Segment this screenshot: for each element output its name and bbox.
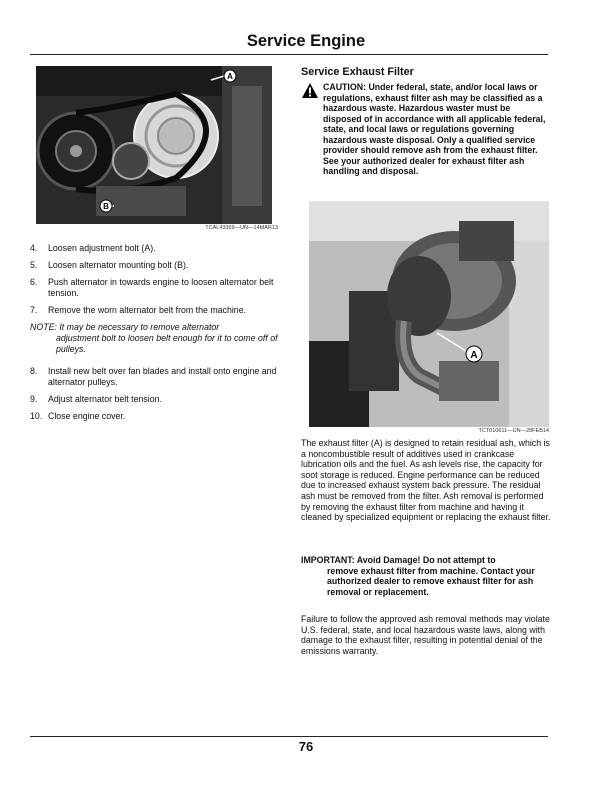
alternator-figure — [36, 66, 272, 224]
important-text: remove exhaust filter from machine. Contact your authorized dealer to remove exhaust filter for ash removal or replacement. — [327, 565, 535, 597]
footer-divider — [30, 736, 548, 737]
section-title: Service Exhaust Filter — [301, 66, 414, 78]
steps-list — [30, 243, 282, 428]
exhaust-figure-caption: TCT010611—UN—28FEB14 — [478, 428, 549, 434]
step-text: Install new belt over fan blades and install onto engine and alternator pulleys. — [48, 366, 277, 387]
step-text: Adjust alternator belt tension. — [48, 394, 162, 404]
step-text: Loosen alternator mounting bolt (B). — [48, 260, 189, 270]
list-item — [30, 277, 282, 299]
step-number: 5. — [30, 260, 38, 270]
svg-text:A: A — [470, 350, 478, 361]
exhaust-filter-illustration — [309, 201, 549, 427]
svg-text:B: B — [103, 202, 109, 211]
list-item — [30, 366, 282, 388]
step-number: 9. — [30, 394, 38, 404]
alternator-figure-caption: TCAL43369—UN—14MAR13 — [205, 225, 278, 231]
page-number: 76 — [298, 739, 314, 754]
exhaust-filter-figure — [309, 201, 549, 427]
warranty-warning: Failure to follow the approved ash removal methods may violate U.S. federal, state, and local hazardous waste laws, along with damage to the exhaust filter, resulting in potential denial of the emissions warranty. — [301, 614, 550, 656]
step-text: Push alternator in towards engine to loosen alternator belt tension. — [48, 277, 274, 298]
important-notice — [301, 555, 551, 597]
note-first-line: It may be necessary to remove alternator — [59, 322, 220, 332]
caution-block — [301, 82, 551, 177]
list-item — [30, 305, 282, 316]
step-text: Remove the worn alternator belt from the machine. — [48, 305, 247, 315]
note-label: NOTE: — [30, 322, 57, 332]
caution-text: CAUTION: Under federal, state, and/or local laws or regulations, exhaust filter ash may be classified as a hazardous waste. Hazardous waster must be disposed of in accordance with all applicable federal, state, and local laws or regulations governing hazardous waste disposal. Only a qualified service provider should remove ash from the exhaust filter. See your authorized dealer for exhaust filter ash handling and disposal. — [323, 82, 546, 176]
note — [30, 322, 282, 355]
warning-icon — [301, 82, 323, 177]
note-text: adjustment bolt to loosen belt enough for it to come off of pulleys. — [56, 333, 278, 354]
step-text: Close engine cover. — [48, 411, 126, 421]
important-first-line: IMPORTANT: Avoid Damage! Do not attempt to — [301, 555, 496, 565]
step-number: 8. — [30, 366, 38, 376]
list-item — [30, 243, 282, 254]
step-number: 6. — [30, 277, 38, 287]
list-item — [30, 260, 282, 271]
step-text: Loosen adjustment bolt (A). — [48, 243, 156, 253]
alternator-illustration — [36, 66, 272, 224]
svg-text:A: A — [227, 72, 233, 81]
page-title: Service Engine — [246, 32, 366, 50]
step-number: 4. — [30, 243, 38, 253]
step-number: 7. — [30, 305, 38, 315]
header-divider — [30, 54, 548, 55]
list-item — [30, 411, 282, 422]
step-number: 10. — [30, 411, 43, 421]
exhaust-filter-description: The exhaust filter (A) is designed to retain residual ash, which is a noncombustible result of additives used in crankcase lubrication oils and the fuel. As ash levels rise, the capacity for soot storage is reduced. Engine performance can be reduced due to increased exhaust system back pressure. The residual ash must be removed from the filter. Ash removal is performed by removing the exhaust filter from machine and having it cleaned by specialized equipment or replacing the exhaust filter. — [301, 438, 551, 523]
list-item — [30, 394, 282, 405]
